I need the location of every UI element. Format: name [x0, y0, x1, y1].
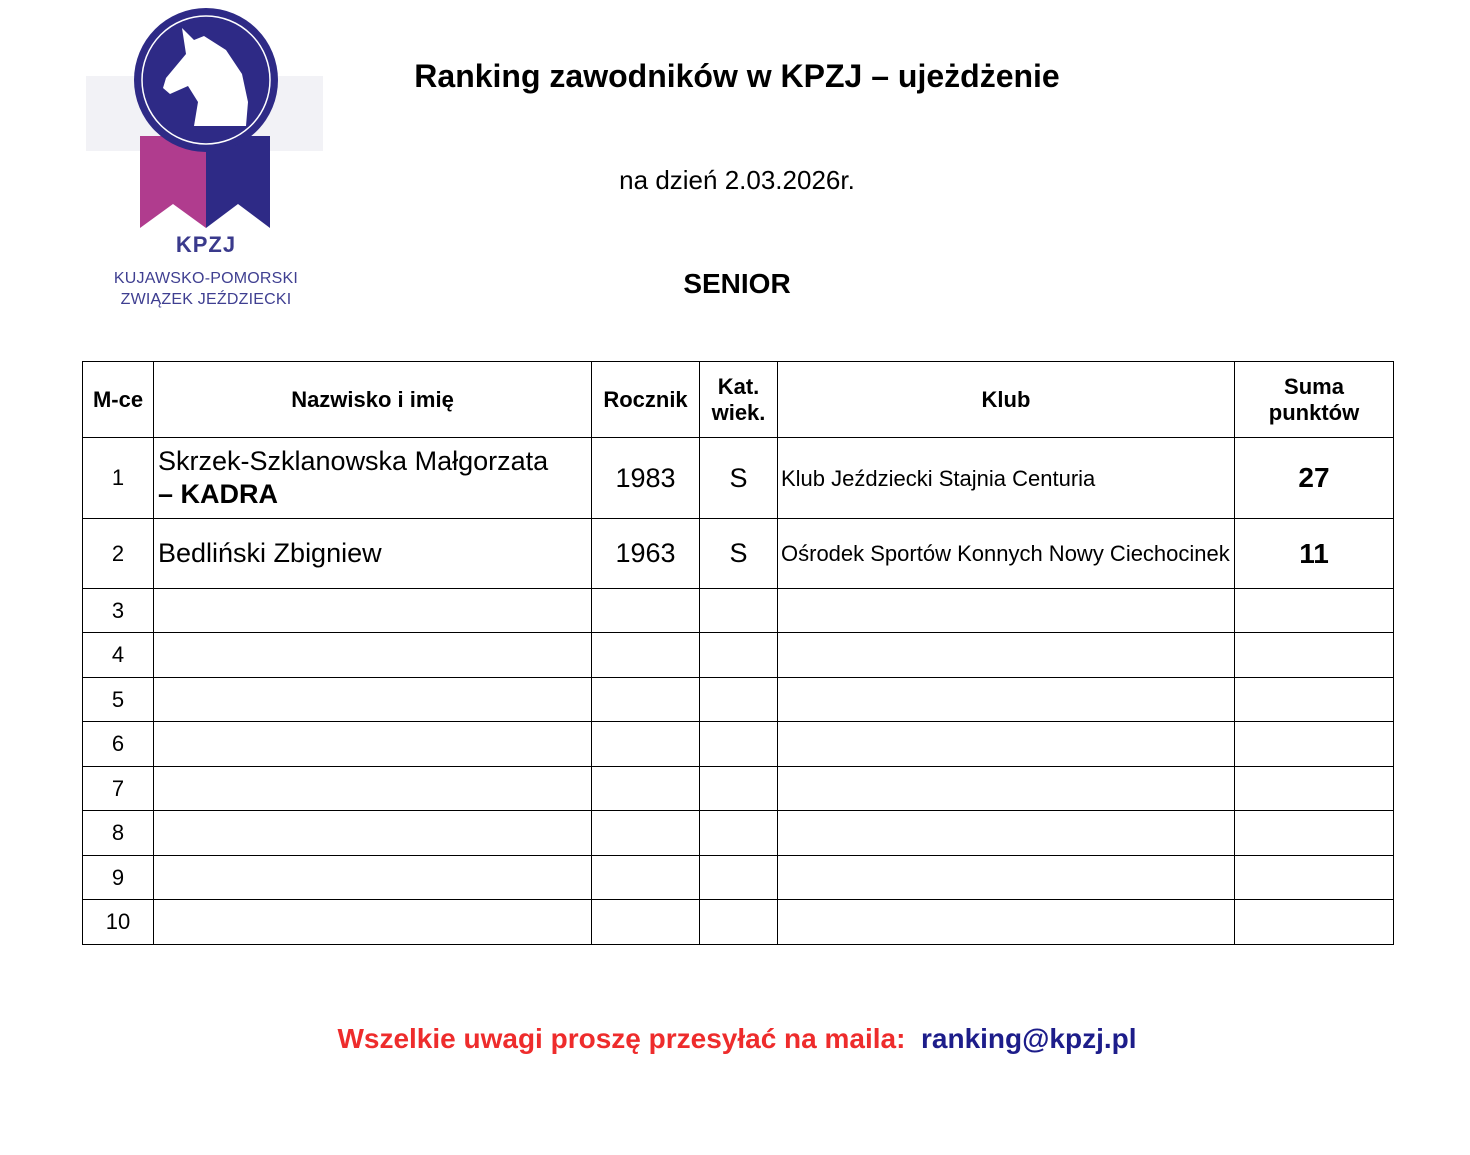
contact-footer [0, 1023, 1470, 1055]
cell-year [592, 722, 700, 767]
athlete-name: Skrzek-Szklanowska Małgorzata [158, 446, 549, 476]
cell-name [154, 438, 592, 519]
athlete-name: Bedliński Zbigniew [158, 538, 382, 568]
cell-place: 5 [83, 678, 154, 722]
cell-club: Ośrodek Sportów Konnych Nowy Ciechocinek [778, 519, 1235, 589]
table-row [83, 589, 1394, 633]
contact-email-link[interactable]: ranking@kpzj.pl [921, 1023, 1137, 1054]
table-row [83, 811, 1394, 856]
cell-points: 27 [1235, 438, 1394, 519]
cell-age-category [700, 767, 778, 811]
cell-points [1235, 856, 1394, 900]
cell-club [778, 633, 1235, 678]
cell-name [154, 722, 592, 767]
cell-place: 1 [83, 438, 154, 519]
cell-name [154, 589, 592, 633]
cell-name [154, 519, 592, 589]
col-header-points [1235, 362, 1394, 438]
cell-age-category: S [700, 438, 778, 519]
cell-points: 11 [1235, 519, 1394, 589]
cell-place: 2 [83, 519, 154, 589]
table-row [83, 438, 1394, 519]
cell-age-category [700, 722, 778, 767]
table-row [83, 678, 1394, 722]
cell-age-category [700, 811, 778, 856]
col-header-age-category-line-1: Kat. [717, 373, 760, 399]
col-header-year: Rocznik [592, 362, 700, 438]
col-header-points-line-2: punktów [1268, 399, 1360, 425]
ranking-table [82, 361, 1394, 945]
contact-note: Wszelkie uwagi proszę przesyłać na maila: [337, 1023, 906, 1054]
col-header-age-category-line-2: wiek. [711, 399, 766, 425]
cell-name [154, 900, 592, 945]
col-header-points-line-1: Suma [1284, 373, 1344, 399]
cell-age-category [700, 633, 778, 678]
col-header-place: M-ce [83, 362, 154, 438]
cell-age-category [700, 589, 778, 633]
cell-club [778, 900, 1235, 945]
page-title: Ranking zawodników w KPZJ – ujeżdżenie [414, 58, 1060, 94]
cell-year: 1963 [592, 519, 700, 589]
cell-year [592, 856, 700, 900]
cell-name [154, 633, 592, 678]
cell-points [1235, 811, 1394, 856]
logo-name-line-1: KUJAWSKO-POMORSKI [113, 270, 299, 287]
cell-place: 7 [83, 767, 154, 811]
ranking-date: na dzień 2.03.2026r. [619, 165, 855, 195]
table-row [83, 519, 1394, 589]
cell-year [592, 633, 700, 678]
cell-place: 4 [83, 633, 154, 678]
table-row [83, 767, 1394, 811]
horse-medal-icon [86, 6, 326, 236]
cell-club: Klub Jeździecki Stajnia Centuria [778, 438, 1235, 519]
logo-abbreviation: KPZJ [175, 232, 237, 257]
table-row [83, 722, 1394, 767]
col-header-age-category [700, 362, 778, 438]
cell-place: 8 [83, 811, 154, 856]
cell-year [592, 589, 700, 633]
cell-points [1235, 900, 1394, 945]
col-header-name: Nazwisko i imię [154, 362, 592, 438]
table-header-row [83, 362, 1394, 438]
cell-points [1235, 722, 1394, 767]
cell-place: 6 [83, 722, 154, 767]
cell-club [778, 678, 1235, 722]
cell-age-category [700, 900, 778, 945]
athlete-name-suffix: – KADRA [158, 479, 279, 509]
cell-place: 9 [83, 856, 154, 900]
cell-name [154, 811, 592, 856]
col-header-club: Klub [778, 362, 1235, 438]
cell-place: 10 [83, 900, 154, 945]
cell-club [778, 722, 1235, 767]
cell-year [592, 678, 700, 722]
cell-points [1235, 589, 1394, 633]
cell-club [778, 589, 1235, 633]
table-row [83, 900, 1394, 945]
cell-year [592, 811, 700, 856]
cell-age-category: S [700, 519, 778, 589]
cell-year [592, 767, 700, 811]
cell-year [592, 900, 700, 945]
cell-points [1235, 633, 1394, 678]
cell-points [1235, 678, 1394, 722]
cell-age-category [700, 856, 778, 900]
table-row [83, 633, 1394, 678]
logo-name-line-2: ZWIĄZEK JEŹDZIECKI [120, 291, 292, 308]
cell-year: 1983 [592, 438, 700, 519]
cell-name [154, 678, 592, 722]
cell-club [778, 767, 1235, 811]
cell-age-category [700, 678, 778, 722]
cell-club [778, 811, 1235, 856]
cell-place: 3 [83, 589, 154, 633]
cell-name [154, 856, 592, 900]
cell-club [778, 856, 1235, 900]
cell-name [154, 767, 592, 811]
age-category-heading: SENIOR [683, 268, 791, 299]
cell-points [1235, 767, 1394, 811]
table-row [83, 856, 1394, 900]
